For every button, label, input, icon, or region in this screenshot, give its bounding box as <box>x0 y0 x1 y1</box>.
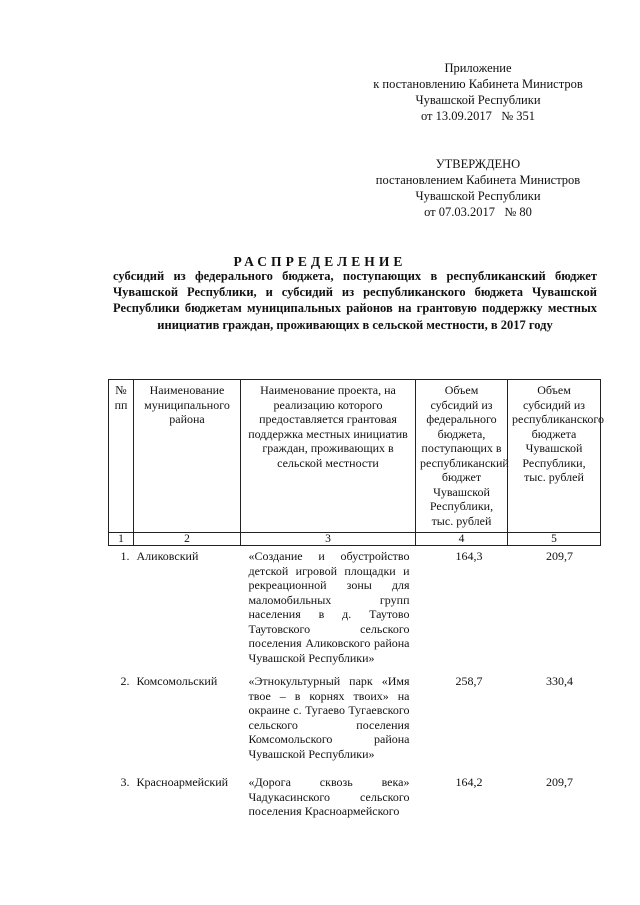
project-name: «Создание и обустройство детской игровой площадки и рекреационной зоны для маломобильных групп населения в д. Таутово Таутовского сельского поселения Аликовского района Чувашской Республики» <box>248 549 410 665</box>
column-number: 4 <box>416 533 508 546</box>
project-name: «Этнокультурный парк «Имя твое – в корнях твоих» на окраине с. Тугаево Тугаевского сельского поселения Комсомольского района Чувашской Республики» <box>248 674 410 761</box>
column-number: 2 <box>134 533 241 546</box>
republic-amount: 209,7 <box>546 549 573 563</box>
column-number: 3 <box>241 533 416 546</box>
approval-line: от 07.03.2017 № 80 <box>424 205 532 219</box>
header-republic-subsidy: Объем субсидий из республиканского бюджета Чувашской Республики, тыс. рублей <box>508 380 601 533</box>
column-number: 1 <box>109 533 134 546</box>
table-row <box>109 772 601 897</box>
document-title: РАСПРЕДЕЛЕНИЕ <box>233 254 407 269</box>
header-number: № пп <box>109 380 134 533</box>
federal-amount: 164,3 <box>455 549 483 563</box>
federal-amount: 164,2 <box>455 775 483 789</box>
approval-block <box>348 156 608 220</box>
federal-amount: 258,7 <box>455 674 483 688</box>
appendix-line: Приложение <box>444 61 512 75</box>
project-name: «Дорога сквозь века» Чадукасинского сельского поселения Красноармейского <box>248 775 410 818</box>
district-name: Красноармейский <box>136 775 229 789</box>
appendix-line: к постановлению Кабинета Министров <box>373 77 583 91</box>
document-subtitle: субсидий из федерального бюджета, поступающих в республиканский бюджет Чувашской Республики, и субсидий из республиканского бюджета Чувашской Республики бюджетам муниципальных районов на грантовую поддержку местных инициатив граждан, проживающих в сельской местности, в 2017 году <box>113 269 597 332</box>
republic-amount: 209,7 <box>546 775 573 789</box>
table-row <box>109 546 601 672</box>
approval-line: Чувашской Республики <box>415 189 541 203</box>
appendix-line: Чувашской Республики <box>415 93 541 107</box>
header-federal-subsidy: Объем субсидий из федерального бюджета, поступающих в республиканский бюджет Чувашской Республики, тыс. рублей <box>416 380 508 533</box>
row-number: 3. <box>120 775 130 789</box>
district-name: Аликовский <box>136 549 199 563</box>
allocation-table <box>108 379 604 897</box>
appendix-line: от 13.09.2017 № 351 <box>420 109 536 123</box>
column-number: 5 <box>508 533 601 546</box>
approval-line: УТВЕРЖДЕНО <box>435 157 521 171</box>
district-name: Комсомольский <box>136 674 218 688</box>
column-number-row <box>109 533 601 546</box>
table-header-row <box>109 380 601 533</box>
approval-line: постановлением Кабинета Министров <box>375 173 581 187</box>
header-district: Наименование муниципального района <box>134 380 241 533</box>
appendix-block <box>348 60 608 124</box>
table-row <box>109 671 601 772</box>
header-project: Наименование проекта, на реализацию которого предоставляется грантовая поддержка местных инициатив граждан, проживающих в сельской местности <box>241 380 416 533</box>
republic-amount: 330,4 <box>546 674 573 688</box>
row-number: 2. <box>120 674 130 688</box>
row-number: 1. <box>120 549 130 563</box>
